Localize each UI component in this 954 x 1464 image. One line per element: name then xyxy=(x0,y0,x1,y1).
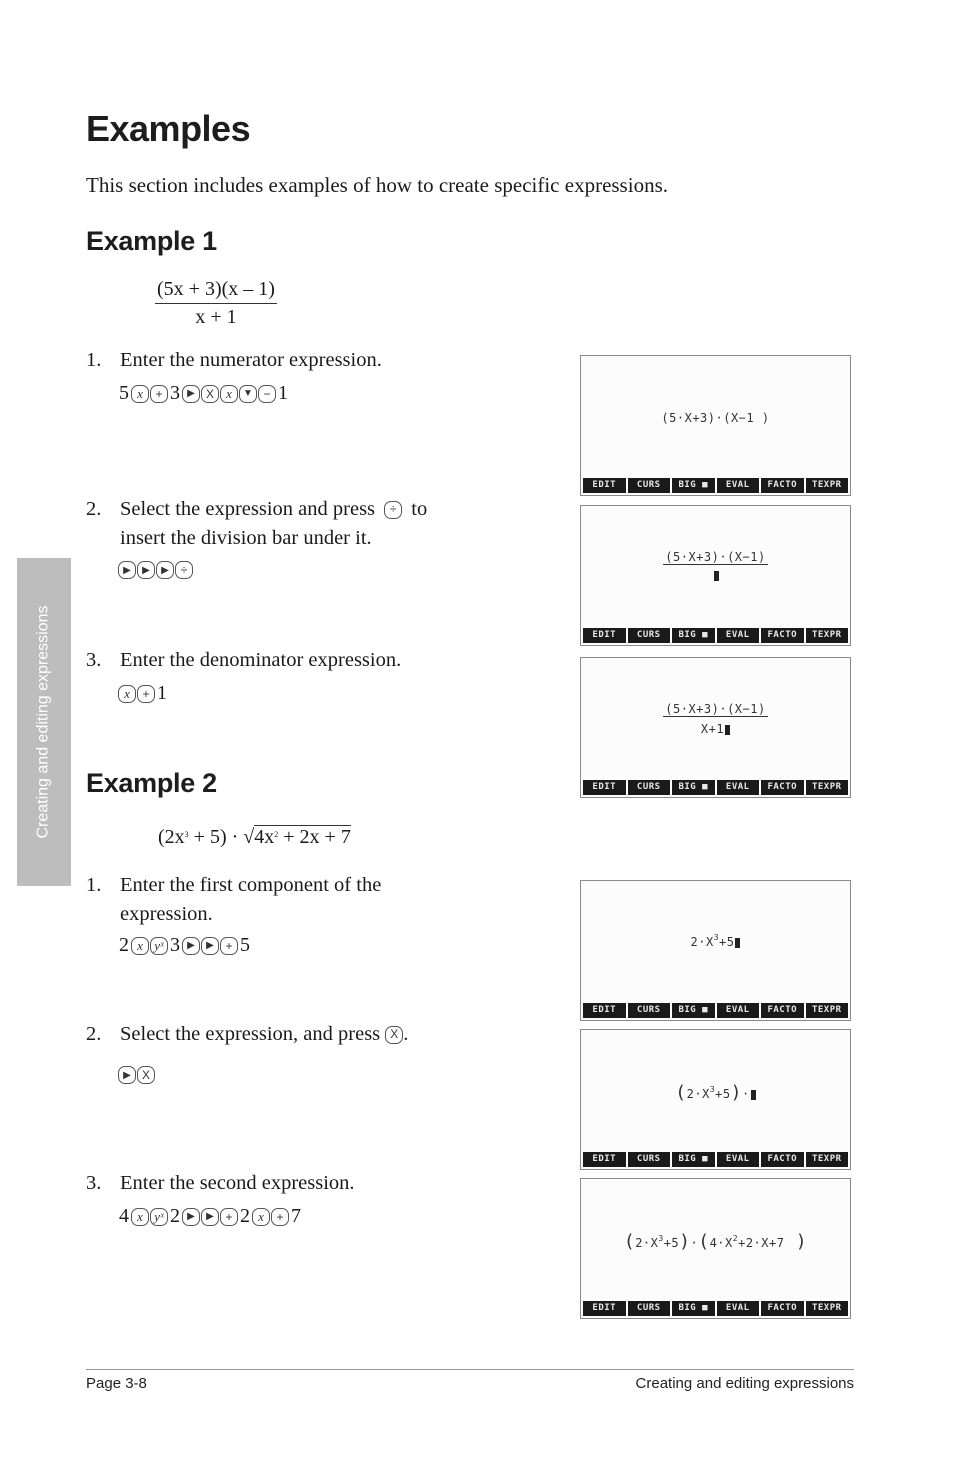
example2-heading: Example 2 xyxy=(86,768,217,798)
softkey-eval[interactable]: EVAL xyxy=(717,628,760,643)
multiply-key[interactable]: X xyxy=(201,385,219,403)
softkey-curs[interactable]: CURS xyxy=(628,1152,671,1167)
formula-part: + 2x + 7 xyxy=(278,826,351,848)
right-arrow-key[interactable]: ▶ xyxy=(137,561,155,579)
softkey-texpr[interactable]: TEXPR xyxy=(806,478,849,493)
step-text-line xyxy=(120,1020,408,1049)
example2-step-2 xyxy=(86,1020,566,1050)
open-paren: ( xyxy=(623,1231,636,1252)
screen-cursor-line xyxy=(581,568,850,582)
calculator-screen-1 xyxy=(580,355,851,496)
softkey-big[interactable]: BIG ■ xyxy=(672,628,715,643)
softkey-facto[interactable]: FACTO xyxy=(761,780,804,795)
screen-numerator: (5·X+3)·(X−1) xyxy=(665,550,766,564)
softkey-edit[interactable]: EDIT xyxy=(583,1003,626,1018)
softkey-curs[interactable]: CURS xyxy=(628,1301,671,1316)
right-arrow-key[interactable]: ▶ xyxy=(182,937,200,955)
example1-step-2-keys xyxy=(118,561,193,579)
example2-step-1-keys xyxy=(118,934,251,957)
softkey-big[interactable]: BIG ■ xyxy=(672,478,715,493)
step-number: 3. xyxy=(86,1172,102,1194)
softkey-eval[interactable]: EVAL xyxy=(717,1152,760,1167)
plus-key[interactable]: + xyxy=(220,937,238,955)
right-arrow-key[interactable]: ▶ xyxy=(182,1208,200,1226)
screen-expression xyxy=(581,933,850,949)
x-key[interactable]: x xyxy=(118,685,136,703)
softkey-curs[interactable]: CURS xyxy=(628,478,671,493)
x-key[interactable]: x xyxy=(131,1208,149,1226)
expr-exponent: 3 xyxy=(709,1085,716,1094)
example2-step-3 xyxy=(86,1169,566,1199)
example1-step-3-keys xyxy=(118,682,168,705)
softkey-facto[interactable]: FACTO xyxy=(761,1301,804,1316)
softkey-big[interactable]: BIG ■ xyxy=(672,1003,715,1018)
step-number: 3. xyxy=(86,649,102,671)
plus-key[interactable]: + xyxy=(137,685,155,703)
formula-denominator: x + 1 xyxy=(195,306,237,328)
screen-expression xyxy=(581,1231,850,1252)
footer-chapter-title: Creating and editing expressions xyxy=(635,1375,854,1392)
example2-formula xyxy=(158,826,351,849)
softkey-eval[interactable]: EVAL xyxy=(717,1003,760,1018)
softkey-facto[interactable]: FACTO xyxy=(761,1152,804,1167)
right-arrow-key[interactable]: ▶ xyxy=(201,937,219,955)
close-paren: ) xyxy=(730,1082,742,1103)
intro-text: This section includes examples of how to create specific expressions. xyxy=(86,173,668,197)
calculator-screen-5 xyxy=(580,1029,851,1170)
right-arrow-key[interactable]: ▶ xyxy=(201,1208,219,1226)
power-key[interactable]: yˣ xyxy=(150,1208,168,1226)
softkey-texpr[interactable]: TEXPR xyxy=(806,1301,849,1316)
softkey-edit[interactable]: EDIT xyxy=(583,628,626,643)
softkey-texpr[interactable]: TEXPR xyxy=(806,1003,849,1018)
side-tab-label: Creating and editing expressions xyxy=(35,605,52,839)
formula-radicand xyxy=(254,825,351,848)
divide-key[interactable]: ÷ xyxy=(175,561,193,579)
calculator-screen-2 xyxy=(580,505,851,646)
softkey-bar xyxy=(583,628,848,643)
screen-denominator-line xyxy=(581,722,850,736)
power-key[interactable]: yˣ xyxy=(150,937,168,955)
right-arrow-key[interactable]: ▶ xyxy=(118,1066,136,1084)
calculator-screen-3 xyxy=(580,657,851,798)
expr-exponent: 3 xyxy=(658,1234,664,1243)
multiply-key[interactable]: X xyxy=(385,1026,403,1044)
softkey-curs[interactable]: CURS xyxy=(628,780,671,795)
softkey-bar xyxy=(583,478,848,493)
right-arrow-key[interactable]: ▶ xyxy=(182,385,200,403)
expr-part: +2·X+7 xyxy=(738,1236,785,1250)
digit-1: 1 xyxy=(157,682,167,704)
example1-step-3 xyxy=(86,646,566,676)
screen-expression xyxy=(581,550,850,564)
softkey-eval[interactable]: EVAL xyxy=(717,478,760,493)
softkey-curs[interactable]: CURS xyxy=(628,1003,671,1018)
x-key[interactable]: x xyxy=(220,385,238,403)
expr-part: 2·X xyxy=(690,935,714,949)
digit-1: 1 xyxy=(278,382,288,404)
formula-part: (2x xyxy=(158,826,185,848)
close-paren: ) xyxy=(679,1231,691,1252)
x-key[interactable]: x xyxy=(131,937,149,955)
section-side-tab xyxy=(17,558,71,886)
screen-expression xyxy=(581,1082,850,1103)
expr-exponent: 2 xyxy=(732,1234,739,1243)
softkey-facto[interactable]: FACTO xyxy=(761,478,804,493)
example2-step-3-keys xyxy=(118,1205,302,1228)
example1-formula xyxy=(155,278,277,329)
softkey-edit[interactable]: EDIT xyxy=(583,780,626,795)
step-text: Select the expression, and press xyxy=(120,1023,381,1045)
softkey-big[interactable]: BIG ■ xyxy=(672,780,715,795)
softkey-facto[interactable]: FACTO xyxy=(761,628,804,643)
example2-step-1 xyxy=(86,871,566,931)
step-text: Enter the numerator expression. xyxy=(120,349,382,371)
cursor-icon xyxy=(714,571,719,581)
softkey-texpr[interactable]: TEXPR xyxy=(806,780,849,795)
step-number: 2. xyxy=(86,498,102,520)
close-paren: ) xyxy=(784,1231,808,1252)
plus-key[interactable]: + xyxy=(271,1208,289,1226)
step-text-line2: insert the division bar under it. xyxy=(120,527,372,549)
softkey-curs[interactable]: CURS xyxy=(628,628,671,643)
formula-part: + 5) · xyxy=(188,826,244,848)
footer-page-number: Page 3-8 xyxy=(86,1375,147,1392)
x-key[interactable]: x xyxy=(131,385,149,403)
step-number: 1. xyxy=(86,874,102,896)
step-text: Enter the second expression. xyxy=(120,1172,355,1194)
plus-key[interactable]: + xyxy=(150,385,168,403)
softkey-edit[interactable]: EDIT xyxy=(583,1152,626,1167)
right-arrow-key[interactable]: ▶ xyxy=(156,561,174,579)
digit-3: 3 xyxy=(170,934,180,956)
step-text: Select the expression and press xyxy=(120,498,376,520)
down-arrow-key[interactable]: ▼ xyxy=(239,385,257,403)
expr-part: 4·X xyxy=(709,1236,733,1250)
expr-part: +5 xyxy=(719,935,735,949)
example1-step-1-keys xyxy=(118,382,289,405)
step-number: 1. xyxy=(86,349,102,371)
expr-part: +5 xyxy=(715,1087,731,1101)
softkey-bar xyxy=(583,1152,848,1167)
formula-numerator: (5x + 3)(x – 1) xyxy=(155,278,277,304)
digit-2: 2 xyxy=(240,1205,250,1227)
softkey-texpr[interactable]: TEXPR xyxy=(806,628,849,643)
example1-step-2 xyxy=(86,495,566,555)
cursor-icon xyxy=(725,725,730,735)
expr-part: 2·X xyxy=(686,1087,710,1101)
softkey-bar xyxy=(583,1003,848,1018)
expr-exponent: 3 xyxy=(713,933,720,942)
softkey-edit[interactable]: EDIT xyxy=(583,1301,626,1316)
softkey-big[interactable]: BIG ■ xyxy=(672,1152,715,1167)
expr-part: +5 xyxy=(663,1236,680,1250)
softkey-eval[interactable]: EVAL xyxy=(717,1301,760,1316)
step-text-line2: expression. xyxy=(120,903,213,925)
dot: · xyxy=(690,1236,699,1250)
softkey-facto[interactable]: FACTO xyxy=(761,1003,804,1018)
softkey-eval[interactable]: EVAL xyxy=(717,780,760,795)
softkey-bar xyxy=(583,780,848,795)
expr-part: 2·X xyxy=(635,1236,659,1250)
cursor-icon xyxy=(751,1090,756,1100)
digit-4: 4 xyxy=(119,1205,129,1227)
digit-3: 3 xyxy=(170,382,180,404)
dot: · xyxy=(741,1087,750,1101)
plus-key[interactable]: + xyxy=(220,1208,238,1226)
open-paren: ( xyxy=(698,1231,710,1252)
step-text-to: to xyxy=(411,498,428,520)
softkey-bar xyxy=(583,1301,848,1316)
digit-5: 5 xyxy=(240,934,250,956)
formula-exponent: 3 xyxy=(184,830,189,839)
calculator-screen-6 xyxy=(580,1178,851,1319)
multiply-key[interactable]: X xyxy=(137,1066,155,1084)
digit-7: 7 xyxy=(291,1205,301,1227)
screen-expression: (5·X+3)·(X−1 ) xyxy=(661,411,770,425)
example2-step-2-keys xyxy=(118,1066,155,1084)
screen-denominator: X+1 xyxy=(700,722,725,736)
formula-exponent: 2 xyxy=(274,830,279,839)
step-number: 2. xyxy=(86,1023,102,1045)
right-arrow-key[interactable]: ▶ xyxy=(118,561,136,579)
divide-key[interactable]: ÷ xyxy=(384,501,402,519)
period: . xyxy=(403,1023,409,1045)
page-title: Examples xyxy=(86,108,251,149)
digit-5: 5 xyxy=(119,382,129,404)
softkey-big[interactable]: BIG ■ xyxy=(672,1301,715,1316)
step-text-line1 xyxy=(120,495,427,524)
step-text-line1: Enter the first component of the xyxy=(120,874,382,896)
example1-heading: Example 1 xyxy=(86,226,217,256)
open-paren: ( xyxy=(675,1082,687,1103)
calculator-screen-4 xyxy=(580,880,851,1021)
screen-expression xyxy=(581,702,850,716)
formula-part: 4x xyxy=(254,826,275,848)
digit-2: 2 xyxy=(119,934,129,956)
screen-numerator: (5·X+3)·(X−1) xyxy=(665,702,766,716)
step-text: Enter the denominator expression. xyxy=(120,649,402,671)
sqrt-icon: √ xyxy=(243,826,255,848)
softkey-edit[interactable]: EDIT xyxy=(583,478,626,493)
x-key[interactable]: x xyxy=(252,1208,270,1226)
cursor-icon xyxy=(735,938,740,948)
softkey-texpr[interactable]: TEXPR xyxy=(806,1152,849,1167)
minus-key[interactable]: − xyxy=(258,385,276,403)
footer-divider xyxy=(86,1369,854,1370)
digit-2: 2 xyxy=(170,1205,180,1227)
